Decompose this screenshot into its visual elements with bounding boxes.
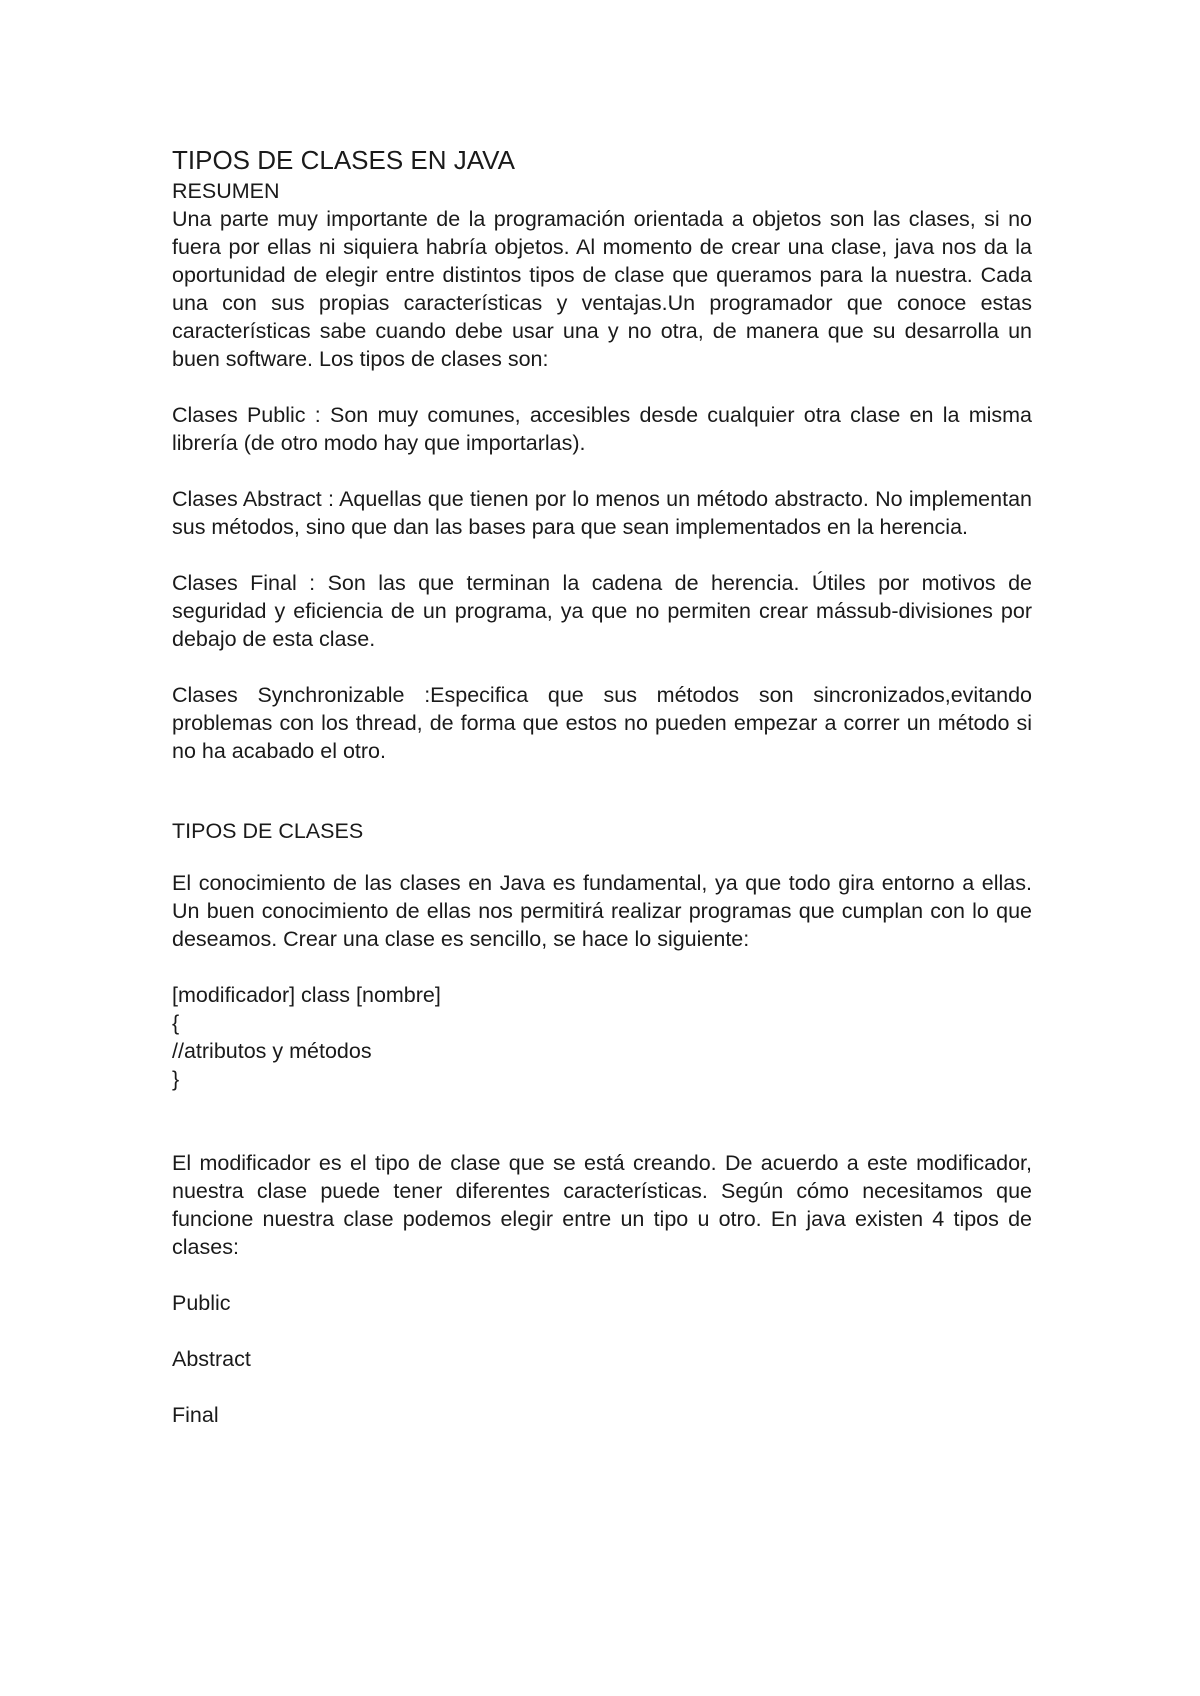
abstract-class-paragraph: Clases Abstract : Aquellas que tienen por lo menos un método abstracto. No implementan sus métodos, sino que dan las bases para que sean implementados en la herencia. [172, 487, 1032, 539]
class-type-item: Abstract [172, 1347, 251, 1371]
modifier-paragraph: El modificador es el tipo de clase que se está creando. De acuerdo a este modificador, nuestra clase puede tener diferentes características. Según cómo necesitamos que funcione nuestra clase podemos elegir entre un tipo u otro. En java existen 4 tipos de clases: [172, 1151, 1032, 1259]
document-subtitle: RESUMEN [172, 179, 280, 203]
code-line: } [172, 1067, 180, 1091]
final-class-paragraph: Clases Final : Son las que terminan la cadena de herencia. Útiles por motivos de seguridad y eficiencia de un programa, ya que no permiten crear mássub-divisiones por debajo de esta clase. [172, 571, 1032, 651]
section-intro-paragraph: El conocimiento de las clases en Java es fundamental, ya que todo gira entorno a ellas. Un buen conocimiento de ellas nos permitirá realizar programas que cumplan con lo que deseamos. Crear una clase es sencillo, se hace lo siguiente: [172, 871, 1032, 951]
class-type-item: Public [172, 1291, 231, 1315]
code-block [172, 981, 1032, 1093]
intro-paragraph: Una parte muy importante de la programación orientada a objetos son las clases, si no fuera por ellas ni siquiera habría objetos. Al momento de crear una clase, java nos da la oportunidad de elegir entre distintos tipos de clase que queramos para la nuestra. Cada una con sus propias características y ventajas.Un programador que conoce estas características sabe cuando debe usar una y no otra, de manera que su desarrolla un buen software. Los tipos de clases son: [172, 207, 1032, 371]
class-type-item: Final [172, 1403, 219, 1427]
code-line: //atributos y métodos [172, 1039, 372, 1063]
section-heading: TIPOS DE CLASES [172, 819, 364, 843]
public-class-paragraph: Clases Public : Son muy comunes, accesibles desde cualquier otra clase en la misma librería (de otro modo hay que importarlas). [172, 403, 1032, 455]
code-line: [modificador] class [nombre] [172, 983, 441, 1007]
code-line: { [172, 1011, 180, 1035]
synchronizable-class-paragraph: Clases Synchronizable :Especifica que sus métodos son sincronizados,evitando problemas con los thread, de forma que estos no pueden empezar a correr un método si no ha acabado el otro. [172, 683, 1032, 763]
document-page [172, 143, 1032, 1429]
document-title: TIPOS DE CLASES EN JAVA [172, 145, 515, 175]
